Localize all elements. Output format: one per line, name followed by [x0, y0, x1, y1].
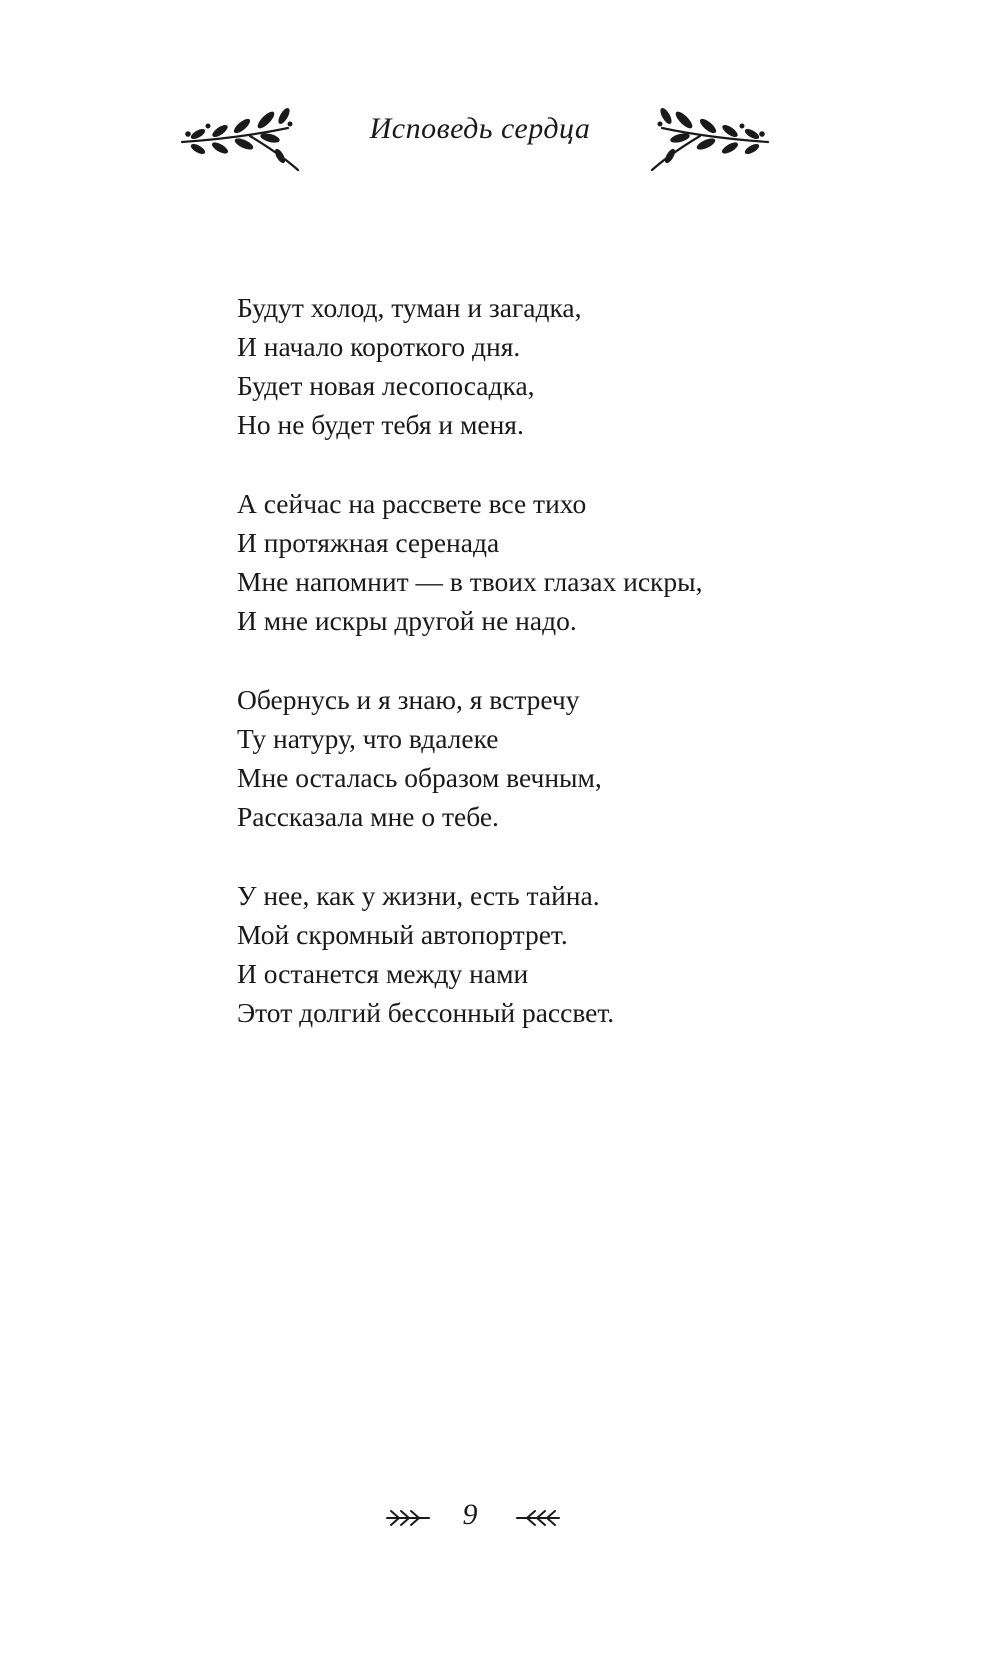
poem-line: И останется между нами — [237, 958, 529, 989]
arrow-fletching-icon — [515, 1508, 561, 1528]
poem-line: Ту натуру, что вдалеке — [237, 723, 499, 754]
poem-line: И протяжная серенада — [237, 527, 500, 558]
stanza — [237, 876, 817, 1032]
poem-line: Будут холод, туман и загадка, — [237, 292, 582, 323]
poem-line: Мне напомнит — в твоих глазах искры, — [237, 566, 703, 597]
poem-line: Мой скромный автопортрет. — [237, 919, 568, 950]
poem-line: Обернусь и я знаю, я встречу — [237, 684, 580, 715]
poem-line: Этот долгий бессонный рассвет. — [237, 997, 615, 1028]
laurel-branch-icon — [640, 104, 770, 174]
poem-line: Будет новая лесопосадка, — [237, 370, 535, 401]
stanza — [237, 680, 817, 836]
poem-line: И мне искры другой не надо. — [237, 605, 577, 636]
poem-line: Рассказала мне о тебе. — [237, 801, 499, 832]
page-number: 9 — [462, 1498, 478, 1531]
poem-line: У нее, как у жизни, есть тайна. — [237, 880, 600, 911]
page-footer — [0, 1498, 1000, 1538]
stanza — [237, 288, 817, 444]
stanza — [237, 484, 817, 640]
poem-line: Но не будет тебя и меня. — [237, 409, 524, 440]
page-header — [0, 104, 1000, 174]
laurel-branch-icon — [180, 104, 310, 174]
page-title: Исповедь сердца — [369, 112, 591, 145]
poem-line: Мне осталась образом вечным, — [237, 762, 602, 793]
poem-line: А сейчас на рассвете все тихо — [237, 488, 587, 519]
poem-line: И начало короткого дня. — [237, 331, 521, 362]
arrow-fletching-icon — [385, 1508, 431, 1528]
poem — [237, 288, 817, 1072]
